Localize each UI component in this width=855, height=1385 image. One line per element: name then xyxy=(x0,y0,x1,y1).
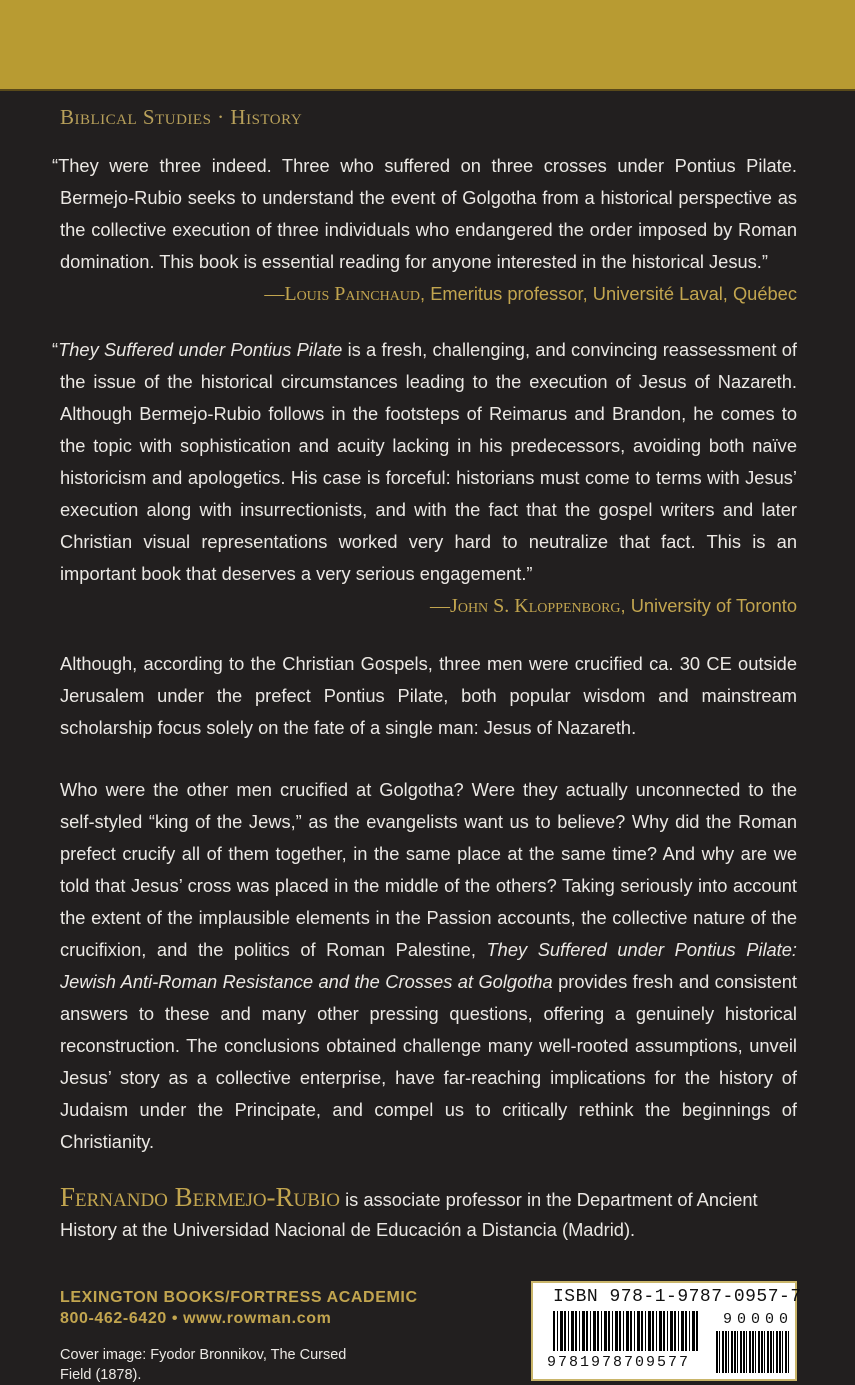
quote-attribution xyxy=(60,278,797,310)
category-label: Biblical Studies · History xyxy=(60,105,303,129)
paragraph-part: Who were the other men crucified at Golgotha? Were they actually unconnected to the self-styled “king of the Jews,” as the evangelists want us to believe? Why did the Roman prefect crucify all of them together, in the same place at the same time? And why are we told that Jesus’ cross was placed in the middle of the others? Taking seriously into account the extent of the implausible elements in the Passion accounts, the collective nature of the crucifixion, and the politics of Roman Palestine, xyxy=(60,779,797,960)
addon-digits: 90000 xyxy=(723,1311,794,1328)
paragraph-part: provides fresh and consistent answers to these and many other pressing questions, offering a genuinely historical reconstruction. The conclusions obtained challenge many well-rooted assumptions, unveil Jesus’ story as a collective enterprise, have far-reaching implications for the history of Judaism under the Principate, and compel us to critically rethink the beginnings of Christianity. xyxy=(60,971,797,1152)
ean-barcode-bars xyxy=(553,1311,699,1351)
endorsement-quote-1 xyxy=(52,150,797,310)
publisher-info xyxy=(60,1287,418,1329)
bottom-section xyxy=(60,1281,802,1383)
quote-attribution xyxy=(60,590,797,622)
top-color-band xyxy=(0,0,855,91)
isbn-text: ISBN 978-1-9787-0957-7 xyxy=(553,1287,802,1307)
book-title-italic: They Suffered under Pontius Pilate xyxy=(58,339,343,360)
quote-text: “They were three indeed. Three who suffered on three crosses under Pontius Pilate. Bermejo-Rubio seeks to understand the event of Golgotha from a historical perspective as the collective execution of three individuals who endangered the order imposed by Roman domination. This book is essential reading for anyone interested in the historical Jesus.” xyxy=(52,155,797,272)
author-bio xyxy=(60,1182,800,1245)
description-paragraph-2 xyxy=(60,774,797,1158)
quote-affiliation: , University of Toronto xyxy=(620,595,797,616)
publisher-name: LEXINGTON BOOKS/FORTRESS ACADEMIC xyxy=(60,1289,418,1306)
quote-author: —Louis Painchaud xyxy=(264,283,421,305)
ean-digits: 9781978709577 xyxy=(547,1354,691,1371)
book-title-italic: They Suffered under Pontius Pilate: Jewish Anti-Roman Resistance and the Crosses at Golgotha xyxy=(60,939,798,992)
paragraph-text xyxy=(60,774,797,1158)
endorsement-quote-2 xyxy=(52,334,797,622)
addon-barcode-bars xyxy=(716,1331,789,1373)
paragraph-text: Although, according to the Christian Gospels, three men were crucified ca. 30 CE outside Jerusalem under the prefect Pontius Pilate, both popular wisdom and mainstream scholarship focus solely on the fate of a single man: Jesus of Nazareth. xyxy=(60,653,797,738)
quote-affiliation: , Emeritus professor, Université Laval, Québec xyxy=(420,283,797,304)
publisher-contact: 800-462-6420 • www.rowman.com xyxy=(60,1310,332,1327)
cover-credit: Cover image: Fyodor Bronnikov, The Cursed Field (1878). xyxy=(60,1347,347,1383)
isbn-barcode xyxy=(531,1281,802,1381)
description-paragraph-1 xyxy=(60,648,797,744)
quote-author: —John S. Kloppenborg xyxy=(430,595,621,617)
content-column xyxy=(52,150,802,1383)
bio-text: is associate professor in the Department of Ancient History at the Universidad Nacional de Educación a Distancia (Madrid). xyxy=(60,1189,758,1240)
author-name: Fernando Bermejo-Rubio xyxy=(60,1182,340,1212)
quote-text xyxy=(52,334,797,590)
quote-body: is a fresh, challenging, and convincing reassessment of the issue of the historical circumstances leading to the execution of Jesus of Nazareth. Although Bermejo-Rubio follows in the footsteps of Reimarus and Brandon, he comes to the topic with sophistication and acuity lacking in his predecessors, avoiding both naïve historicism and apologetics. His case is forceful: historians must come to terms with Jesus’ execution along with insurrectionists, and with the fact that the gospel writers and later Christian visual representations worked very hard to neutralize that fact. This is an important book that deserves a very serious engagement.” xyxy=(60,339,797,584)
open-quote: “ xyxy=(52,339,59,360)
